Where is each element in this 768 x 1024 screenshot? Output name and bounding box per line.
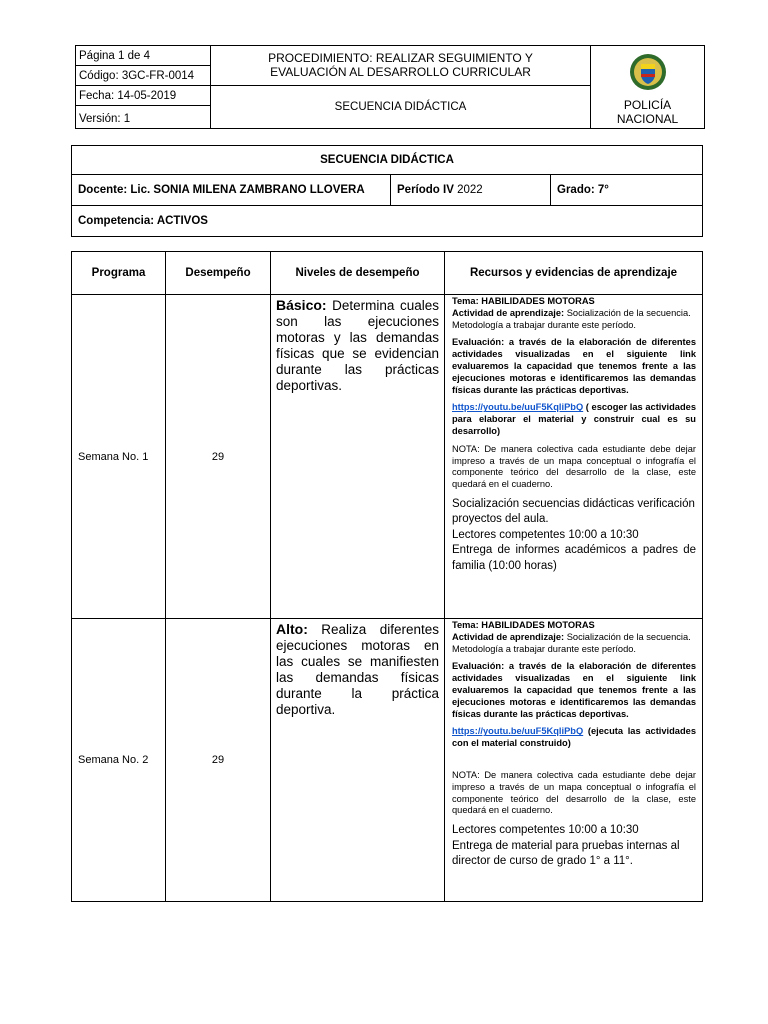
extra-line: Socialización secuencias didácticas verificación proyectos del aula. bbox=[452, 497, 695, 526]
column-header-recursos: Recursos y evidencias de aprendizaje bbox=[445, 252, 703, 295]
sequence-title: SECUENCIA DIDÁCTICA bbox=[72, 146, 703, 175]
competence bbox=[72, 206, 703, 237]
extra-line: Entrega de material para pruebas internas al director de curso de grado 1° a 11°. bbox=[452, 839, 680, 868]
document-type: SECUENCIA DIDÁCTICA bbox=[211, 86, 591, 129]
video-link[interactable]: https://youtu.be/uuF5KqliPbQ bbox=[452, 726, 584, 737]
level-text: Determina cuales son las ejecuciones motoras y las demandas físicas que se evidencian durante las prácticas deportivas. bbox=[276, 298, 439, 393]
teacher-name: Docente: Lic. SONIA MILENA ZAMBRANO LLOVERA bbox=[72, 175, 391, 206]
org-name-line1: POLICÍA bbox=[623, 98, 672, 112]
procedure-title: PROCEDIMIENTO: REALIZAR SEGUIMIENTO Y EVALUACIÓN AL DESARROLLO CURRICULAR bbox=[211, 46, 591, 86]
column-header-desempeno: Desempeño bbox=[166, 252, 271, 295]
note: NOTA: De manera colectiva cada estudiante debe dejar impreso a través de un mapa conceptual o infografía el componente teórico del desarrollo de la clase, este quedará en el cuaderno. bbox=[452, 443, 696, 490]
topic: Tema: HABILIDADES MOTORAS bbox=[452, 620, 595, 630]
resources-cell bbox=[445, 619, 703, 902]
resources-cell bbox=[445, 295, 703, 619]
period-year: 2022 bbox=[453, 184, 483, 196]
methodology: Metodología a trabajar durante este período. bbox=[452, 319, 636, 330]
level-text: Realiza diferentes ejecuciones motoras en las cuales se manifiesten las demandas físicas durante la práctica deportiva. bbox=[276, 622, 439, 717]
link-note: ( escoger las actividades para elaborar el material y construir cual es su desarrollo) bbox=[452, 402, 696, 436]
extra-line: Lectores competentes 10:00 a 10:30 bbox=[452, 528, 639, 541]
period-label: Período IV bbox=[397, 184, 454, 196]
activity-label: Actividad de aprendizaje: bbox=[452, 631, 565, 642]
program-cell: Semana No. 1 bbox=[72, 295, 166, 619]
activity-label: Actividad de aprendizaje: bbox=[452, 307, 565, 318]
evaluation: Evaluación: a través de la elaboración de diferentes actividades visualizadas en el siguiente link evaluaremos la capacidad que tenemos frente a las ejecuciones motoras e identificaremos las demandas físicas durante las prácticas deportivas. bbox=[452, 337, 696, 395]
level-cell bbox=[271, 619, 445, 902]
table-row bbox=[72, 619, 703, 902]
note: NOTA: De manera colectiva cada estudiante debe dejar impreso a través de un mapa conceptual o infografía el componente teórico del desarrollo de la clase, este quedará en el cuaderno. bbox=[452, 769, 696, 816]
page-number: Página 1 de 4 bbox=[76, 46, 211, 66]
evaluation: Evaluación: a través de la elaboración de diferentes actividades visualizadas en el siguiente link evaluaremos la capacidad que tenemos frente a las ejecuciones motoras e identificaremos las demandas físicas durante las prácticas deportivas. bbox=[452, 661, 696, 719]
program-cell: Semana No. 2 bbox=[72, 619, 166, 902]
extra-line: Entrega de informes académicos a padres de familia (10:00 horas) bbox=[452, 544, 696, 572]
level-cell bbox=[271, 295, 445, 619]
table-row bbox=[72, 295, 703, 619]
document-header bbox=[75, 45, 705, 129]
column-header-niveles: Niveles de desempeño bbox=[271, 252, 445, 295]
link-note: (ejecuta las actividades con el material construido) bbox=[452, 726, 696, 749]
activity-text: Socialización de la secuencia. bbox=[564, 631, 691, 642]
period bbox=[391, 175, 551, 206]
police-shield-icon bbox=[628, 52, 668, 92]
learning-table bbox=[71, 251, 703, 902]
competence-label: Competencia bbox=[78, 215, 151, 227]
document-version: Versión: 1 bbox=[76, 106, 211, 129]
topic: Tema: HABILIDADES MOTORAS bbox=[452, 296, 595, 306]
extra-line: Lectores competentes 10:00 a 10:30 bbox=[452, 824, 639, 837]
document-code: Código: 3GC-FR-0014 bbox=[76, 66, 211, 86]
level-title: Básico: bbox=[276, 297, 327, 313]
activity-text: Socialización de la secuencia. bbox=[564, 307, 691, 318]
document-date: Fecha: 14-05-2019 bbox=[76, 86, 211, 106]
methodology: Metodología a trabajar durante este período. bbox=[452, 643, 636, 654]
level-title: Alto: bbox=[276, 621, 308, 637]
sequence-info bbox=[71, 145, 703, 237]
video-link[interactable]: https://youtu.be/uuF5KqliPbQ bbox=[452, 402, 584, 413]
grade: Grado: 7° bbox=[551, 175, 703, 206]
institution-logo-cell bbox=[591, 46, 705, 129]
performance-cell: 29 bbox=[166, 295, 271, 619]
performance-cell: 29 bbox=[166, 619, 271, 902]
org-name-line2: NACIONAL bbox=[616, 112, 679, 126]
column-header-programa: Programa bbox=[72, 252, 166, 295]
competence-value: : ACTIVOS bbox=[150, 215, 208, 227]
